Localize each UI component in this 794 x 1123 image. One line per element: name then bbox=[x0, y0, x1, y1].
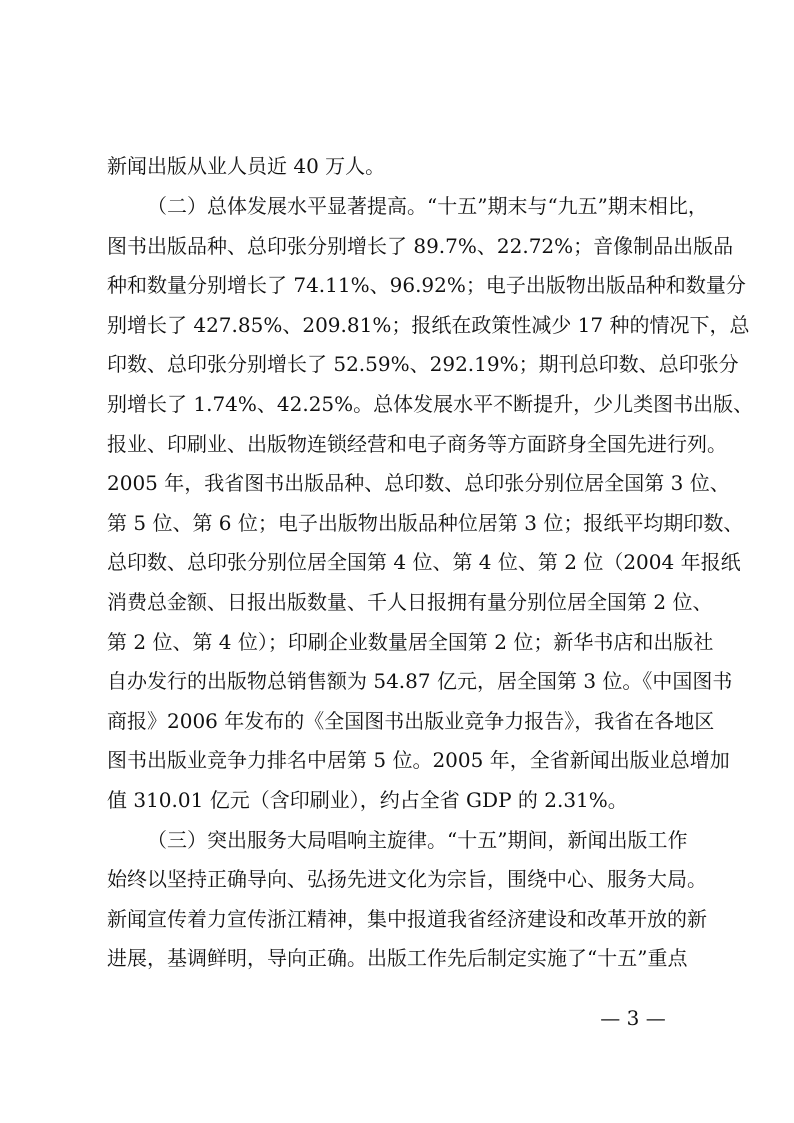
paragraph-line: 别增长了 1.74%、42.25%。总体发展水平不断提升，少儿类图书出版、 bbox=[107, 392, 754, 416]
paragraph-line: 消费总金额、日报出版数量、千人日报拥有量分别位居全国第 2 位、 bbox=[107, 590, 713, 614]
paragraph-line: 值 310.01 亿元（含印刷业），约占全省 GDP 的 2.31%。 bbox=[107, 788, 628, 812]
paragraph-line: 第 5 位、第 6 位；电子出版物出版品种位居第 3 位；报纸平均期印数、 bbox=[107, 511, 744, 535]
paragraph-line: 商报》2006 年发布的《全国图书出版业竞争力报告》，我省在各地区 bbox=[107, 709, 715, 733]
paragraph-line: （二）总体发展水平显著提高。“十五”期末与“九五”期末相比， bbox=[147, 194, 708, 218]
paragraph-line: 图书出版品种、总印张分别增长了 89.7%、22.72%；音像制品出版品 bbox=[107, 234, 734, 258]
paragraph-line: 第 2 位、第 4 位）；印刷企业数量居全国第 2 位；新华书店和出版社 bbox=[107, 630, 714, 654]
paragraph-line: 印数、总印张分别增长了 52.59%、292.19%；期刊总印数、总印张分 bbox=[107, 352, 739, 376]
paragraph-line: 新闻出版从业人员近 40 万人。 bbox=[107, 154, 386, 178]
paragraph-line: 始终以坚持正确导向、弘扬先进文化为宗旨，围绕中心、服务大局。 bbox=[107, 867, 707, 891]
paragraph-line: 图书出版业竞争力排名中居第 5 位。2005 年，全省新闻出版业总增加 bbox=[107, 748, 730, 772]
paragraph-line: 种和数量分别增长了 74.11%、96.92%；电子出版物出版品种和数量分 bbox=[107, 273, 746, 297]
paragraph-line: 报业、印刷业、出版物连锁经营和电子商务等方面跻身全国先进行列。 bbox=[107, 432, 727, 456]
page-number: — 3 — bbox=[600, 1006, 666, 1030]
paragraph-line: 2005 年，我省图书出版品种、总印数、总印张分别位居全国第 3 位、 bbox=[107, 471, 730, 495]
paragraph-line: 新闻宣传着力宣传浙江精神，集中报道我省经济建设和改革开放的新 bbox=[107, 907, 707, 931]
paragraph-line: 别增长了 427.85%、209.81%；报纸在政策性减少 17 种的情况下，总 bbox=[107, 313, 750, 337]
paragraph-line: 自办发行的出版物总销售额为 54.87 亿元，居全国第 3 位。《中国图书 bbox=[107, 669, 733, 693]
paragraph-line: 进展，基调鲜明，导向正确。出版工作先后制定实施了“十五”重点 bbox=[107, 946, 688, 970]
paragraph-line: 总印数、总印张分别位居全国第 4 位、第 4 位、第 2 位（2004 年报纸 bbox=[107, 550, 741, 574]
paragraph-line: （三）突出服务大局唱响主旋律。“十五”期间，新闻出版工作 bbox=[147, 828, 688, 852]
